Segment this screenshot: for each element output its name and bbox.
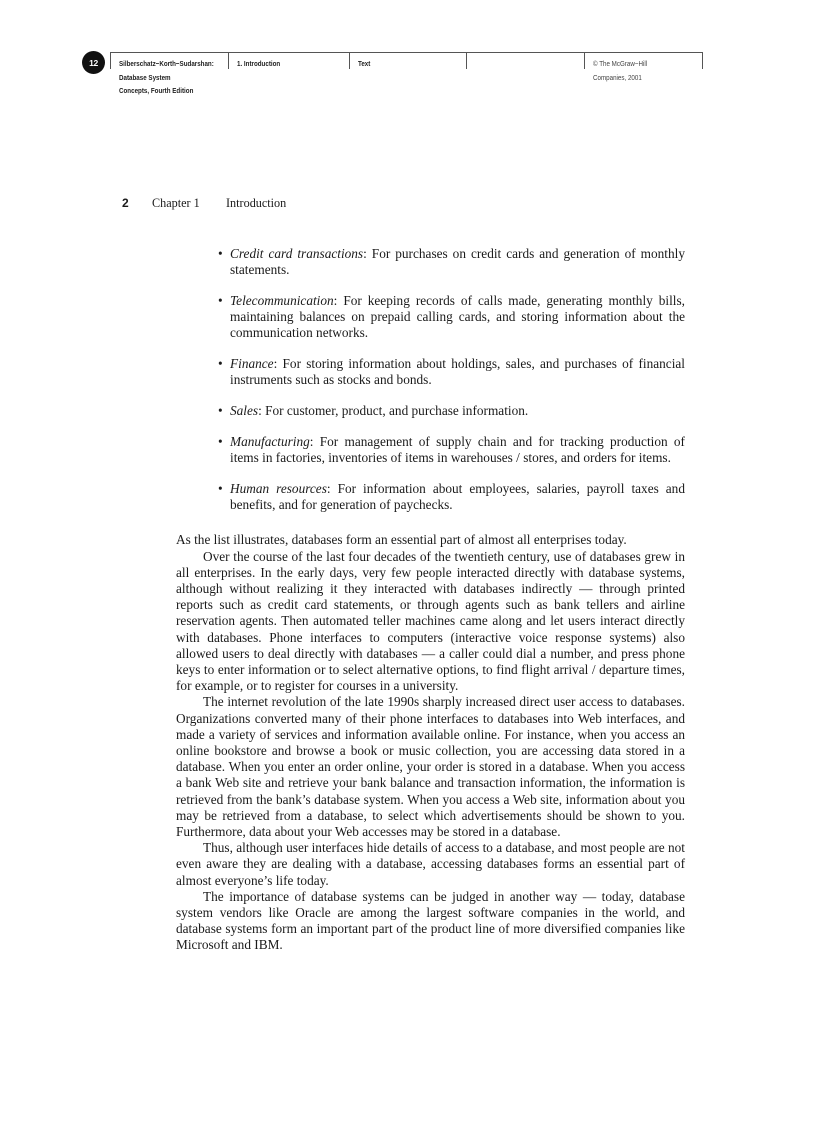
bullet-icon: • bbox=[218, 434, 223, 449]
application-list bbox=[176, 246, 685, 513]
paragraph: The importance of database systems can be judged in another way — today, database system vendors like Oracle are among the largest software companies in the world, and database systems form an important part of the product line of more diversified companies like Microsoft and IBM. bbox=[176, 888, 685, 953]
bullet-icon: • bbox=[218, 481, 223, 496]
bullet-icon: • bbox=[218, 403, 223, 419]
page-number-badge: 12 bbox=[82, 51, 105, 74]
header-divider bbox=[349, 52, 350, 69]
running-head-chapter-label: Chapter 1 bbox=[152, 196, 200, 210]
list-item-term: Telecommunication bbox=[230, 293, 334, 308]
paragraph: Over the course of the last four decades of the twentieth century, use of databases grew in all enterprises. In the early days, very few people interacted directly with database systems, although without realizing it they interacted with databases indirectly — through printed reports such as credit card statements, or through agents such as bank tellers and airline reservation agents. Then automated teller machines came along and let users interact directly with databases. Phone interfaces to computers (interactive voice response systems) also allowed users to deal directly with databases — a caller could dial a number, and press phone keys to enter information or to select alternative options, to find flight arrival / departure times, for example, or to register for courses in a university. bbox=[176, 548, 685, 694]
list-item bbox=[218, 293, 685, 342]
header-book-info-line: Database System bbox=[119, 72, 171, 82]
header-copyright-line: Companies, 2001 bbox=[593, 72, 642, 82]
list-item bbox=[218, 434, 685, 466]
header-divider bbox=[466, 52, 467, 69]
header-book-info bbox=[119, 57, 214, 98]
list-item bbox=[218, 356, 685, 388]
body-paragraphs bbox=[176, 532, 685, 953]
header-divider bbox=[584, 52, 585, 69]
list-item-text: : For keeping records of calls made, generating monthly bills, maintaining balances on prepaid calling cards, and storing information about the communication networks. bbox=[230, 293, 685, 341]
bullet-icon: • bbox=[218, 356, 223, 372]
header-section-type: Text bbox=[358, 59, 371, 68]
list-item-text: : For customer, product, and purchase information. bbox=[258, 403, 529, 419]
running-head-chapter-title: Introduction bbox=[226, 196, 287, 210]
paragraph: The internet revolution of the late 1990s sharply increased direct user access to databases. Organizations converted many of their phone interfaces to databases into Web interfaces, and made a variety of services and information available online. For instance, when you access an online bookstore and browse a book or music collection, you are accessing data stored in a database. When you enter an order online, your order is stored in a database. When you access a bank Web site and retrieve your bank balance and transaction information, the information is retrieved from the bank’s database system. When you access a Web site, information about you may be retrieved from a database, to select which advertisements should be shown to you. Furthermore, data about your Web accesses may be stored in a database. bbox=[176, 694, 685, 840]
header-book-info-line: Silberschatz−Korth−Sudarshan: bbox=[119, 59, 214, 68]
list-item-term: Credit card transactions bbox=[230, 246, 364, 261]
header-copyright-line: © The McGraw−Hill bbox=[593, 59, 648, 68]
list-item-term: Manufacturing bbox=[230, 434, 310, 449]
list-item-text: : For management of supply chain and for tracking production of items in factories, inventories of items in warehouses / stores, and orders for items. bbox=[230, 434, 685, 466]
header-chapter: 1. Introduction bbox=[237, 59, 281, 68]
page-body bbox=[176, 246, 685, 954]
bullet-icon: • bbox=[218, 293, 223, 308]
list-item-text: : For information about employees, salaries, payroll taxes and benefits, and for generation of paychecks. bbox=[230, 481, 685, 513]
header-divider bbox=[110, 52, 111, 69]
paragraph: Thus, although user interfaces hide details of access to a database, and most people are not even aware they are dealing with a database, accessing databases forms an essential part of almost everyone’s life today. bbox=[176, 840, 685, 888]
list-item-text: : For purchases on credit cards and generation of monthly statements. bbox=[230, 246, 685, 278]
header-copyright bbox=[593, 57, 647, 84]
list-item bbox=[218, 403, 685, 419]
running-head bbox=[0, 196, 816, 212]
list-item bbox=[218, 246, 685, 278]
list-item-term: Human resources bbox=[230, 481, 327, 496]
paragraph: As the list illustrates, databases form an essential part of almost all enterprises today. bbox=[176, 532, 627, 548]
list-item bbox=[218, 481, 685, 513]
bullet-icon: • bbox=[218, 246, 223, 261]
header-rule bbox=[110, 52, 703, 53]
header-divider bbox=[228, 52, 229, 69]
running-head-page-number: 2 bbox=[122, 196, 129, 210]
list-item-term: Finance bbox=[230, 356, 274, 372]
list-item-text: : For storing information about holdings, sales, and purchases of financial instruments such as stocks and bonds. bbox=[230, 356, 685, 388]
list-item-term: Sales bbox=[230, 403, 259, 419]
header-divider bbox=[702, 52, 703, 69]
header-book-info-line: Concepts, Fourth Edition bbox=[119, 86, 194, 95]
